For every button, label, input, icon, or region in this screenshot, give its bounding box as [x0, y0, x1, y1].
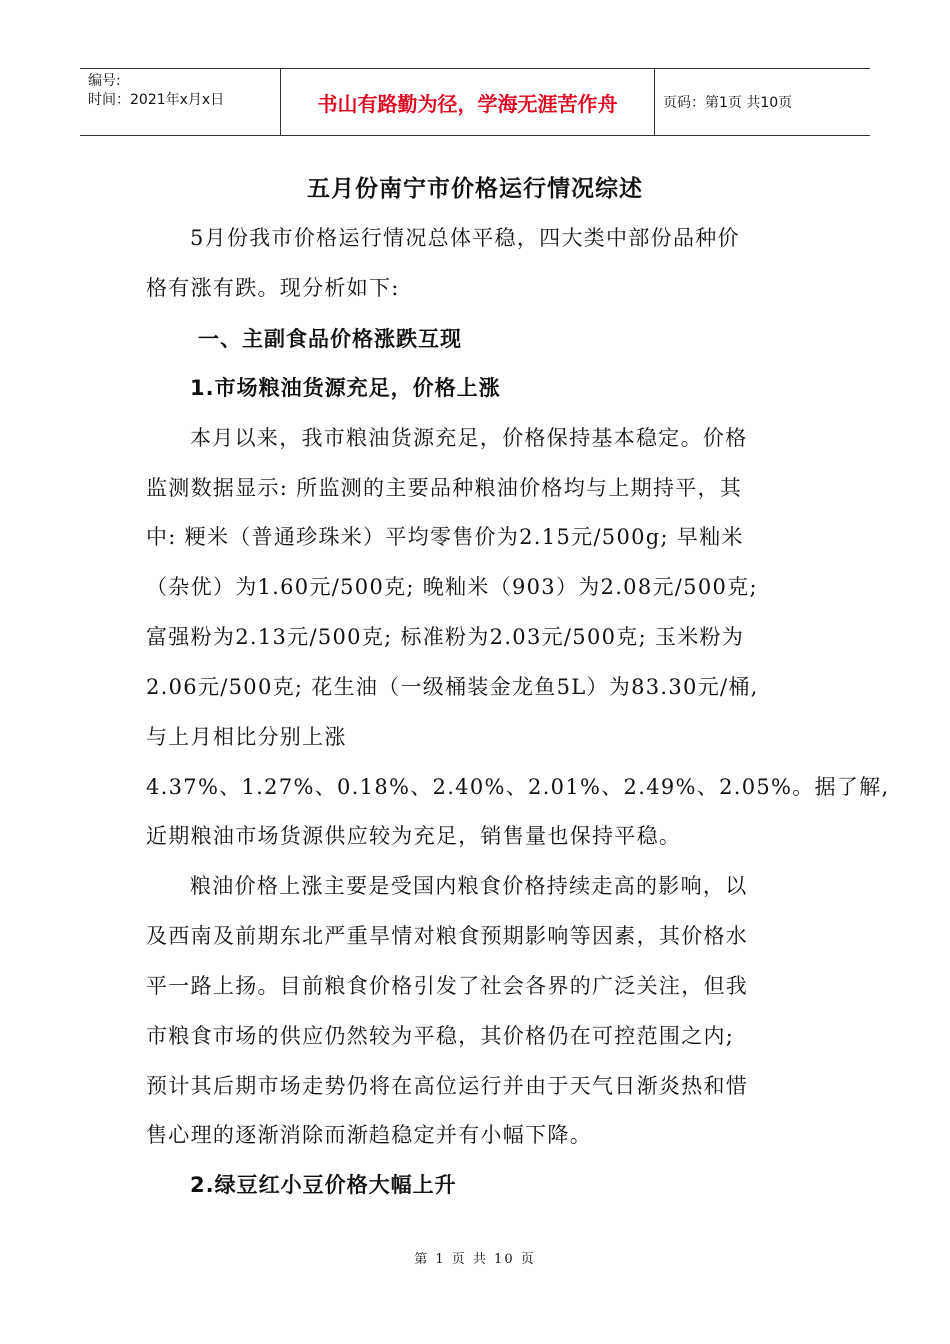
- body-line: 本月以来，我市粮油货源充足，价格保持基本稳定。价格: [190, 426, 748, 450]
- header-page-label: 页码：第1页 共10页: [663, 95, 793, 111]
- body-line: 中: 粳米（普通珍珠米）平均零售价为2.15元/500g; 早籼米: [146, 525, 744, 549]
- body-line: 粮油价格上涨主要是受国内粮食价格持续走高的影响，以: [190, 874, 748, 898]
- body-line: 预计其后期市场走势仍将在高位运行并由于天气日渐炎热和惜: [146, 1074, 749, 1098]
- page-title: 五月份南宁市价格运行情况综述: [307, 176, 643, 202]
- section-heading: 一、主副食品价格涨跌互现: [198, 327, 462, 351]
- body-line: 4.37%、1.27%、0.18%、2.40%、2.01%、2.49%、2.05%。据了解,: [146, 775, 890, 799]
- body-line: （杂优）为1.60元/500克; 晚籼米（903）为2.08元/500克;: [146, 575, 758, 599]
- body-line: 监测数据显示: 所监测的主要品种粮油价格均与上期持平，其: [146, 476, 743, 500]
- body-line: 与上月相比分别上涨: [146, 725, 347, 749]
- document-header: [80, 68, 870, 136]
- header-meta-cell: [80, 69, 281, 135]
- body-line: 5月份我市价格运行情况总体平稳，四大类中部份品种价: [190, 226, 740, 250]
- body-line: 及西南及前期东北严重旱情对粮食预期影响等因素，其价格水: [146, 924, 749, 948]
- subsection-heading: 2.绿豆红小豆价格大幅上升: [190, 1173, 457, 1197]
- body-line: 格有涨有跌。现分析如下:: [146, 276, 400, 300]
- subsection-heading: 1.市场粮油货源充足，价格上涨: [190, 376, 501, 400]
- body-line: 富强粉为2.13元/500克; 标准粉为2.03元/500克; 玉米粉为: [146, 625, 745, 649]
- page-footer: 第 1 页 共 10 页: [414, 1252, 536, 1267]
- code-label: 编号:: [88, 73, 121, 89]
- time-label: 时间：2021年x月x日: [88, 92, 225, 108]
- body-line: 售心理的逐渐消除而渐趋稳定并有小幅下降。: [146, 1123, 592, 1147]
- body-line: 平一路上扬。目前粮食价格引发了社会各界的广泛关注，但我: [146, 974, 749, 998]
- body-line: 近期粮油市场货源供应较为充足，销售量也保持平稳。: [146, 824, 682, 848]
- body-line: 市粮食市场的供应仍然较为平稳，其价格仍在可控范围之内;: [146, 1024, 735, 1048]
- header-motto: 书山有路勤为径，学海无涯苦作舟: [281, 69, 655, 135]
- body-line: 2.06元/500克; 花生油（一级桶装金龙鱼5L）为83.30元/桶,: [146, 675, 759, 699]
